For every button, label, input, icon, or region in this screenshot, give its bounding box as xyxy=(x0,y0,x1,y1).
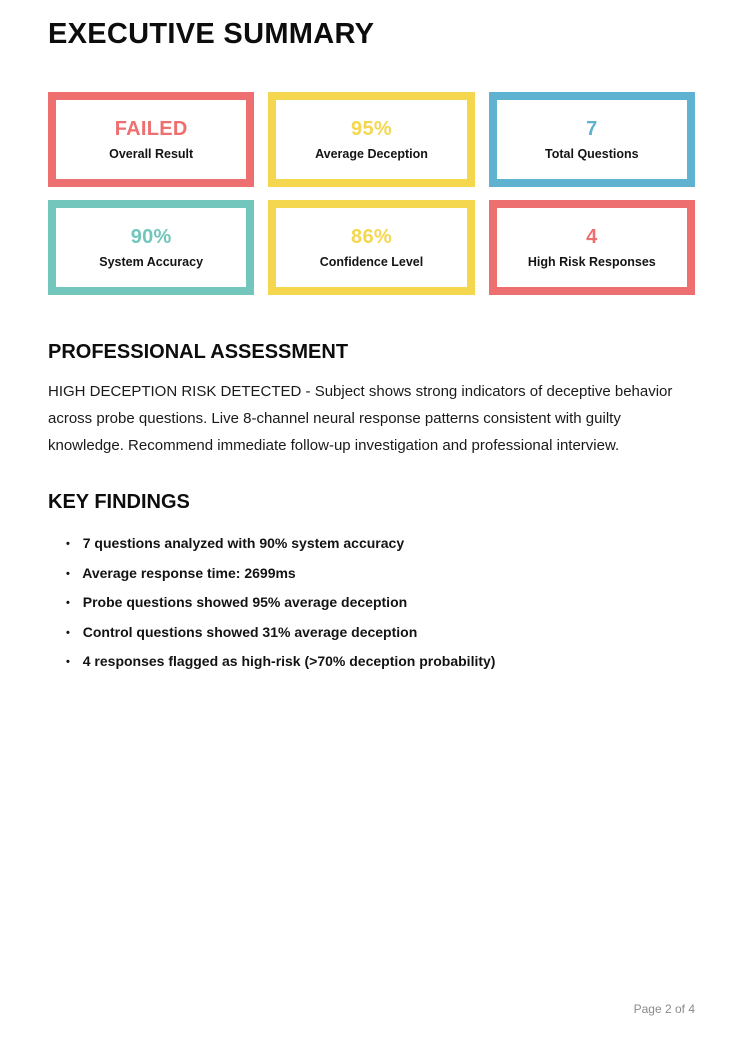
card-label: High Risk Responses xyxy=(527,254,656,269)
bullet-icon: • xyxy=(66,538,70,550)
assessment-body: HIGH DECEPTION RISK DETECTED - Subject shows strong indicators of deceptive behavior across probe questions. Live 8-channel neural response patterns consistent with guilty knowledge. Recommend immediate follow-up investigation and professional interview. xyxy=(48,383,673,454)
card-value: 90% xyxy=(130,225,172,248)
finding-list-item xyxy=(66,588,695,618)
finding-text: Control questions showed 31% average deception xyxy=(82,623,418,640)
finding-text: 7 questions analyzed with 90% system accuracy xyxy=(82,535,405,551)
findings-heading: KEY FINDINGS xyxy=(48,491,190,513)
card-label: Average Deception xyxy=(315,146,428,161)
bullet-icon: • xyxy=(66,656,70,668)
card-label: System Accuracy xyxy=(99,254,204,269)
card-value: 4 xyxy=(586,225,598,248)
bullet-icon: • xyxy=(66,567,70,580)
summary-card xyxy=(48,92,254,187)
bullet-icon: • xyxy=(66,597,70,609)
card-label: Total Questions xyxy=(545,146,639,161)
bullet-icon: • xyxy=(66,626,70,639)
card-value: 86% xyxy=(351,225,392,248)
summary-cards xyxy=(48,92,695,295)
summary-card xyxy=(489,92,695,187)
summary-card xyxy=(489,200,695,295)
finding-list-item xyxy=(66,647,695,677)
finding-text: Average response time: 2699ms xyxy=(82,564,296,581)
card-label: Confidence Level xyxy=(319,254,424,269)
summary-card xyxy=(268,200,474,295)
card-value: 95% xyxy=(351,117,392,140)
page-number: Page 2 of 4 xyxy=(633,1002,695,1016)
findings-list xyxy=(48,529,695,677)
card-label: Overall Result xyxy=(109,146,194,161)
finding-text: 4 responses flagged as high-risk (>70% deception probability) xyxy=(82,653,496,669)
summary-card xyxy=(48,200,254,295)
finding-list-item xyxy=(66,529,695,559)
summary-card xyxy=(268,92,474,187)
card-value: 7 xyxy=(586,117,598,140)
finding-text: Probe questions showed 95% average deception xyxy=(82,594,408,610)
finding-list-item xyxy=(66,559,695,589)
card-value: FAILED xyxy=(114,117,188,140)
finding-list-item xyxy=(66,618,695,648)
assessment-heading: PROFESSIONAL ASSESSMENT xyxy=(48,341,349,363)
page-title: EXECUTIVE SUMMARY xyxy=(48,18,375,50)
